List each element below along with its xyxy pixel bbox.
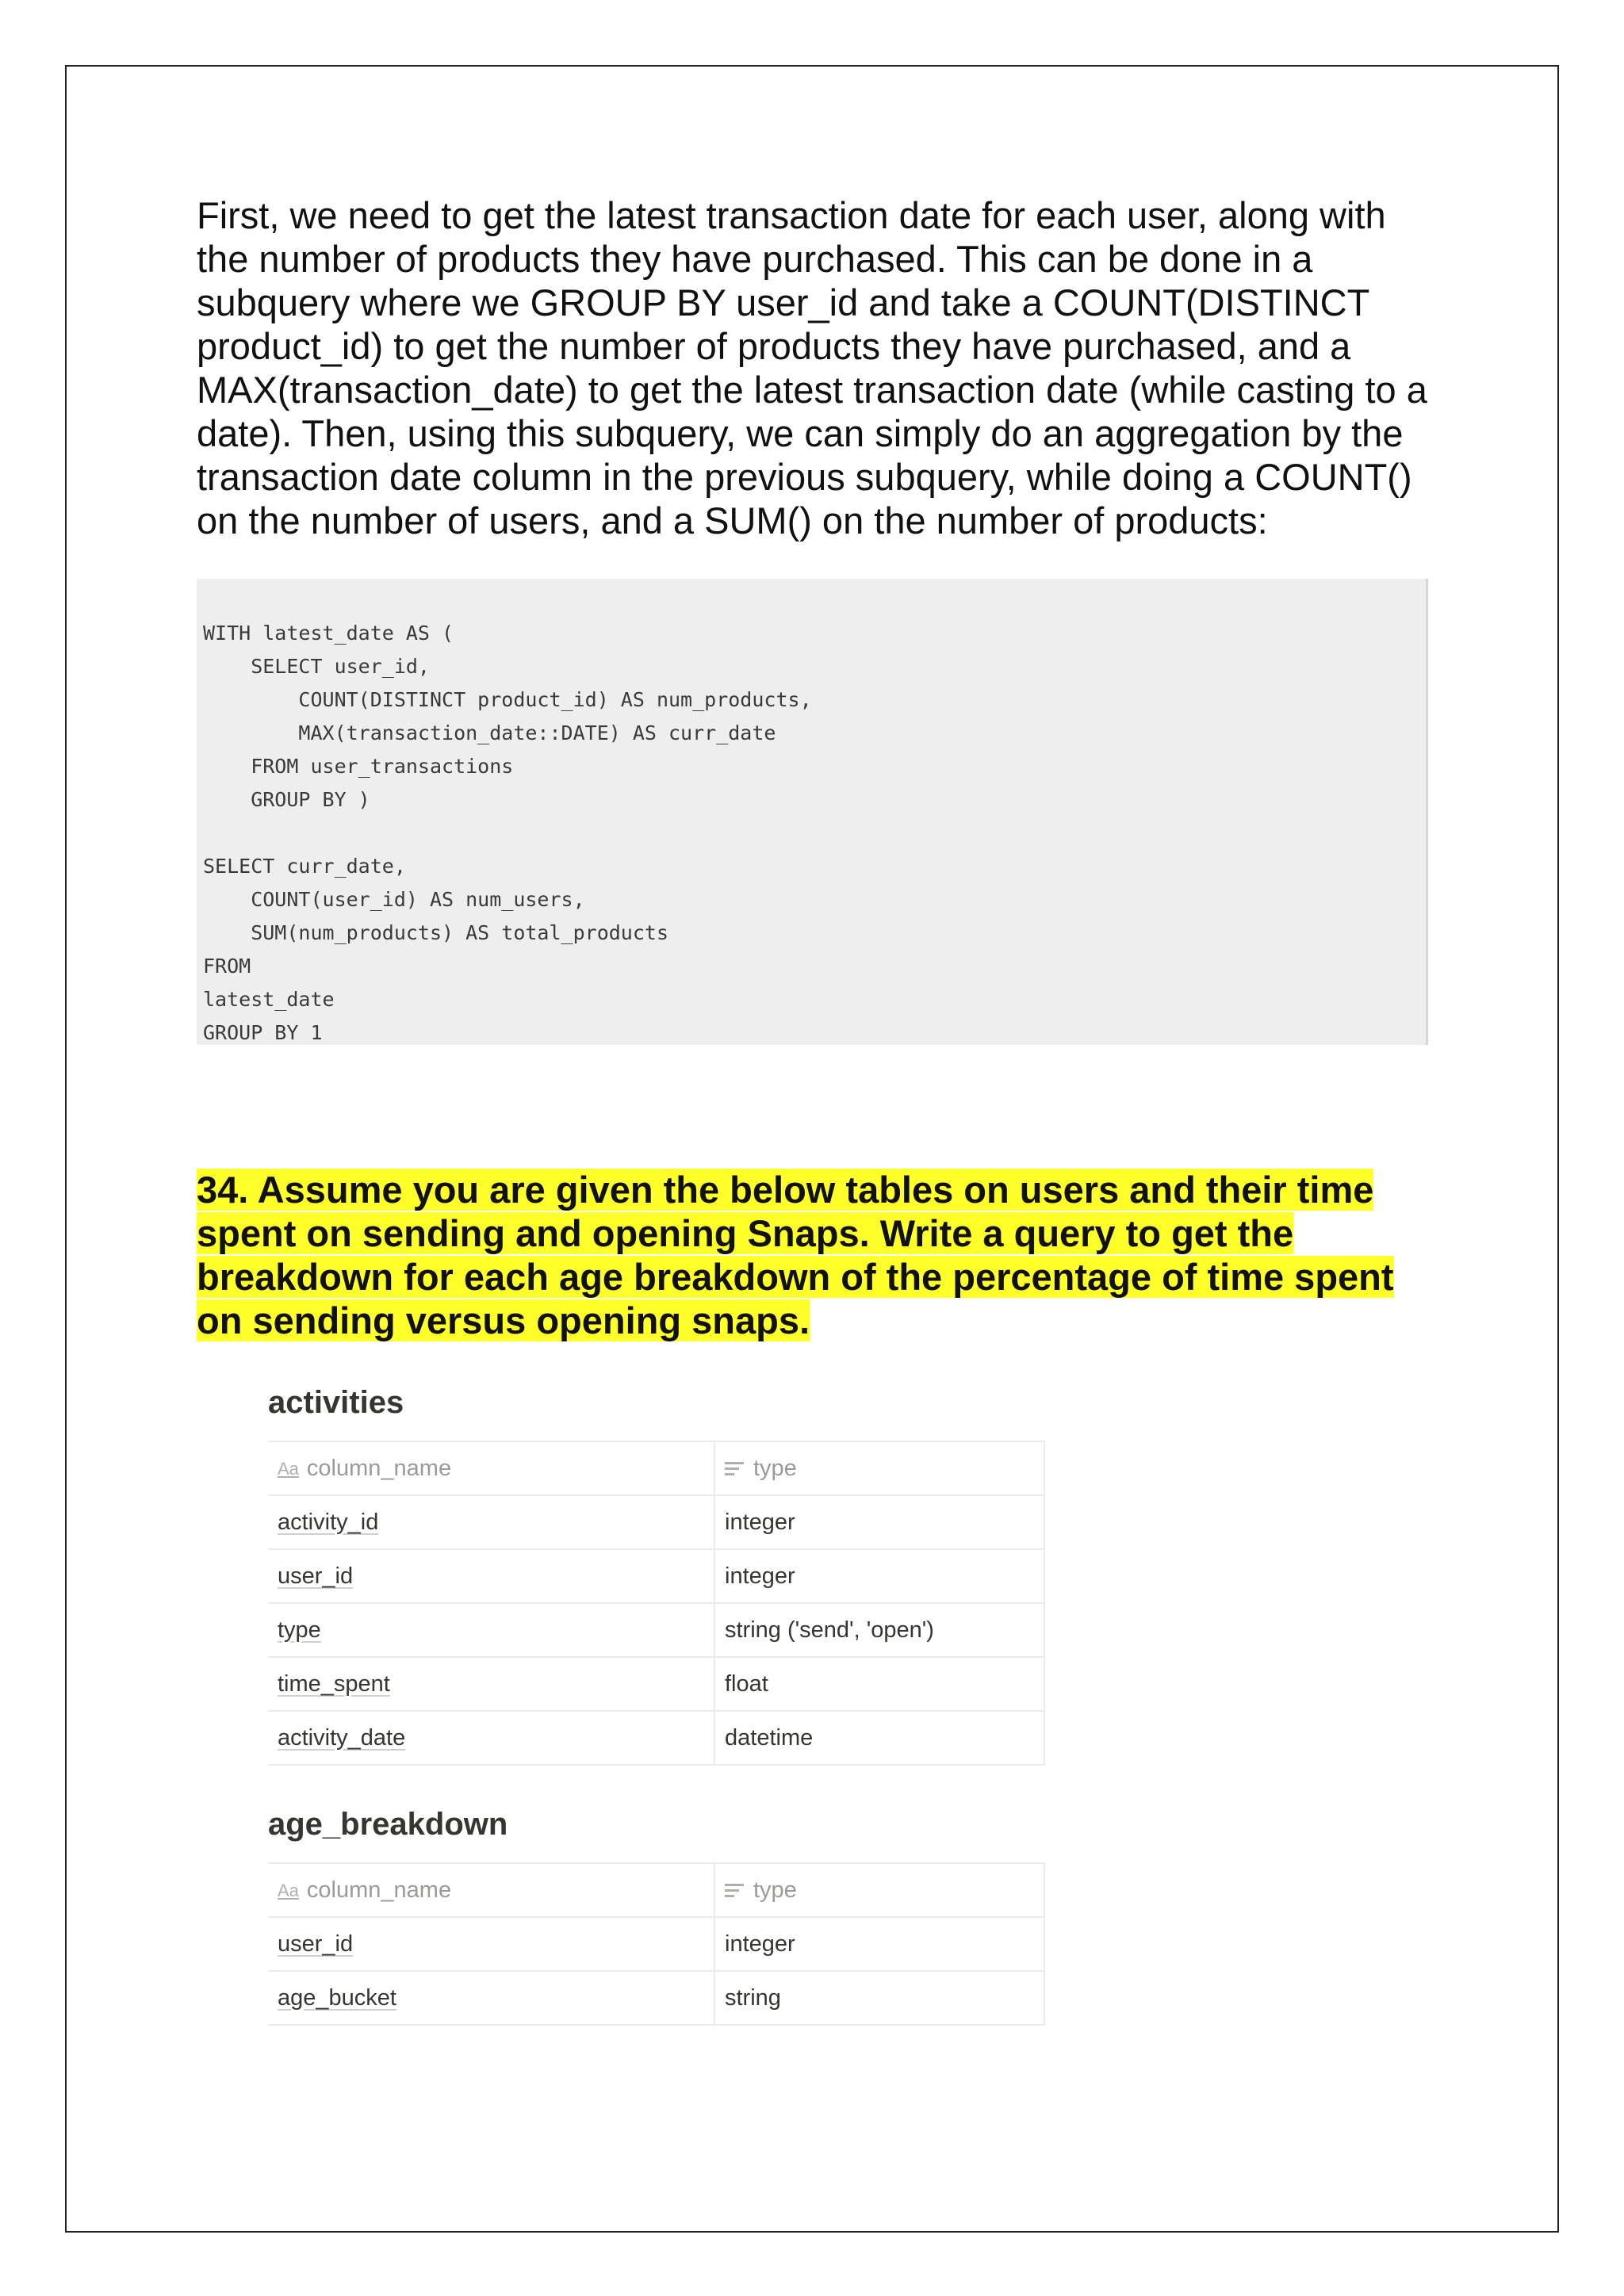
- age-breakdown-table: [268, 1862, 1045, 2026]
- field-type-cell: float: [714, 1657, 1044, 1711]
- table-header-row: [268, 1441, 1044, 1495]
- field-type-cell: string ('send', 'open'): [714, 1603, 1044, 1657]
- table-row: [268, 1603, 1044, 1657]
- field-type-cell: string: [714, 1971, 1044, 2025]
- code-line: COUNT(DISTINCT product_id) AS num_products,: [203, 688, 812, 711]
- field-name-cell: activity_date: [268, 1711, 714, 1765]
- table-row: [268, 1657, 1044, 1711]
- type-header: type: [714, 1863, 1044, 1917]
- page-content: [197, 193, 1434, 2026]
- table-row: [268, 1495, 1044, 1549]
- code-line: GROUP BY 1: [203, 1021, 323, 1044]
- field-type-cell: integer: [714, 1917, 1044, 1971]
- activities-table: [268, 1441, 1045, 1766]
- code-line: SELECT curr_date,: [203, 855, 406, 878]
- field-name-cell: age_bucket: [268, 1971, 714, 2025]
- schema-activities: [268, 1382, 1045, 2026]
- table-row: [268, 1917, 1044, 1971]
- code-line: latest_date: [203, 988, 335, 1011]
- intro-paragraph: First, we need to get the latest transaction date for each user, along with the number of products they have purchased. This can be done in a subquery where we GROUP BY user_id and take a COUNT(DISTINCT product_id) to get the number of products they have purchased, and a MAX(transaction_date) to get the latest transaction date (while casting to a date). Then, using this subquery, we can simply do an aggregation by the transaction date column in the previous subquery, while doing a COUNT() on the number of users, and a SUM() on the number of products:: [197, 194, 1427, 541]
- spacer: [268, 1766, 1045, 1804]
- field-name-cell: time_spent: [268, 1657, 714, 1711]
- field-name-cell: type: [268, 1603, 714, 1657]
- table-title: activities: [268, 1385, 404, 1420]
- field-name-cell: activity_id: [268, 1495, 714, 1549]
- column-name-header: Aa column_name: [268, 1441, 714, 1495]
- field-type-cell: integer: [714, 1549, 1044, 1603]
- table-row: [268, 1971, 1044, 2025]
- code-line: WITH latest_date AS (: [203, 622, 454, 645]
- lines-icon: [725, 1462, 744, 1476]
- table-header-row: [268, 1863, 1044, 1917]
- code-line: SELECT user_id,: [203, 655, 430, 678]
- code-line: [203, 817, 1426, 850]
- code-line: MAX(transaction_date::DATE) AS curr_date: [203, 721, 776, 744]
- code-line: SUM(num_products) AS total_products: [203, 921, 668, 944]
- table-row: [268, 1711, 1044, 1765]
- sql-code-block: [197, 579, 1428, 1045]
- text-property-icon: Aa: [278, 1880, 299, 1900]
- field-name-cell: user_id: [268, 1917, 714, 1971]
- column-name-header: Aa column_name: [268, 1863, 714, 1917]
- code-line: COUNT(user_id) AS num_users,: [203, 888, 585, 911]
- code-line: FROM user_transactions: [203, 755, 514, 778]
- code-line: FROM: [203, 955, 251, 978]
- code-line: GROUP BY ): [203, 788, 370, 811]
- type-header: type: [714, 1441, 1044, 1495]
- text-property-icon: Aa: [278, 1458, 299, 1479]
- question-heading: [197, 1168, 1434, 1342]
- table-row: [268, 1549, 1044, 1603]
- field-type-cell: integer: [714, 1495, 1044, 1549]
- lines-icon: [725, 1884, 744, 1898]
- field-type-cell: datetime: [714, 1711, 1044, 1765]
- table-title: age_breakdown: [268, 1807, 508, 1842]
- field-name-cell: user_id: [268, 1549, 714, 1603]
- question-text: 34. Assume you are given the below tables on users and their time spent on sending and opening Snaps. Write a query to get the breakdown for each age breakdown of the percentage of time spent on sending versus opening snaps.: [197, 1169, 1394, 1341]
